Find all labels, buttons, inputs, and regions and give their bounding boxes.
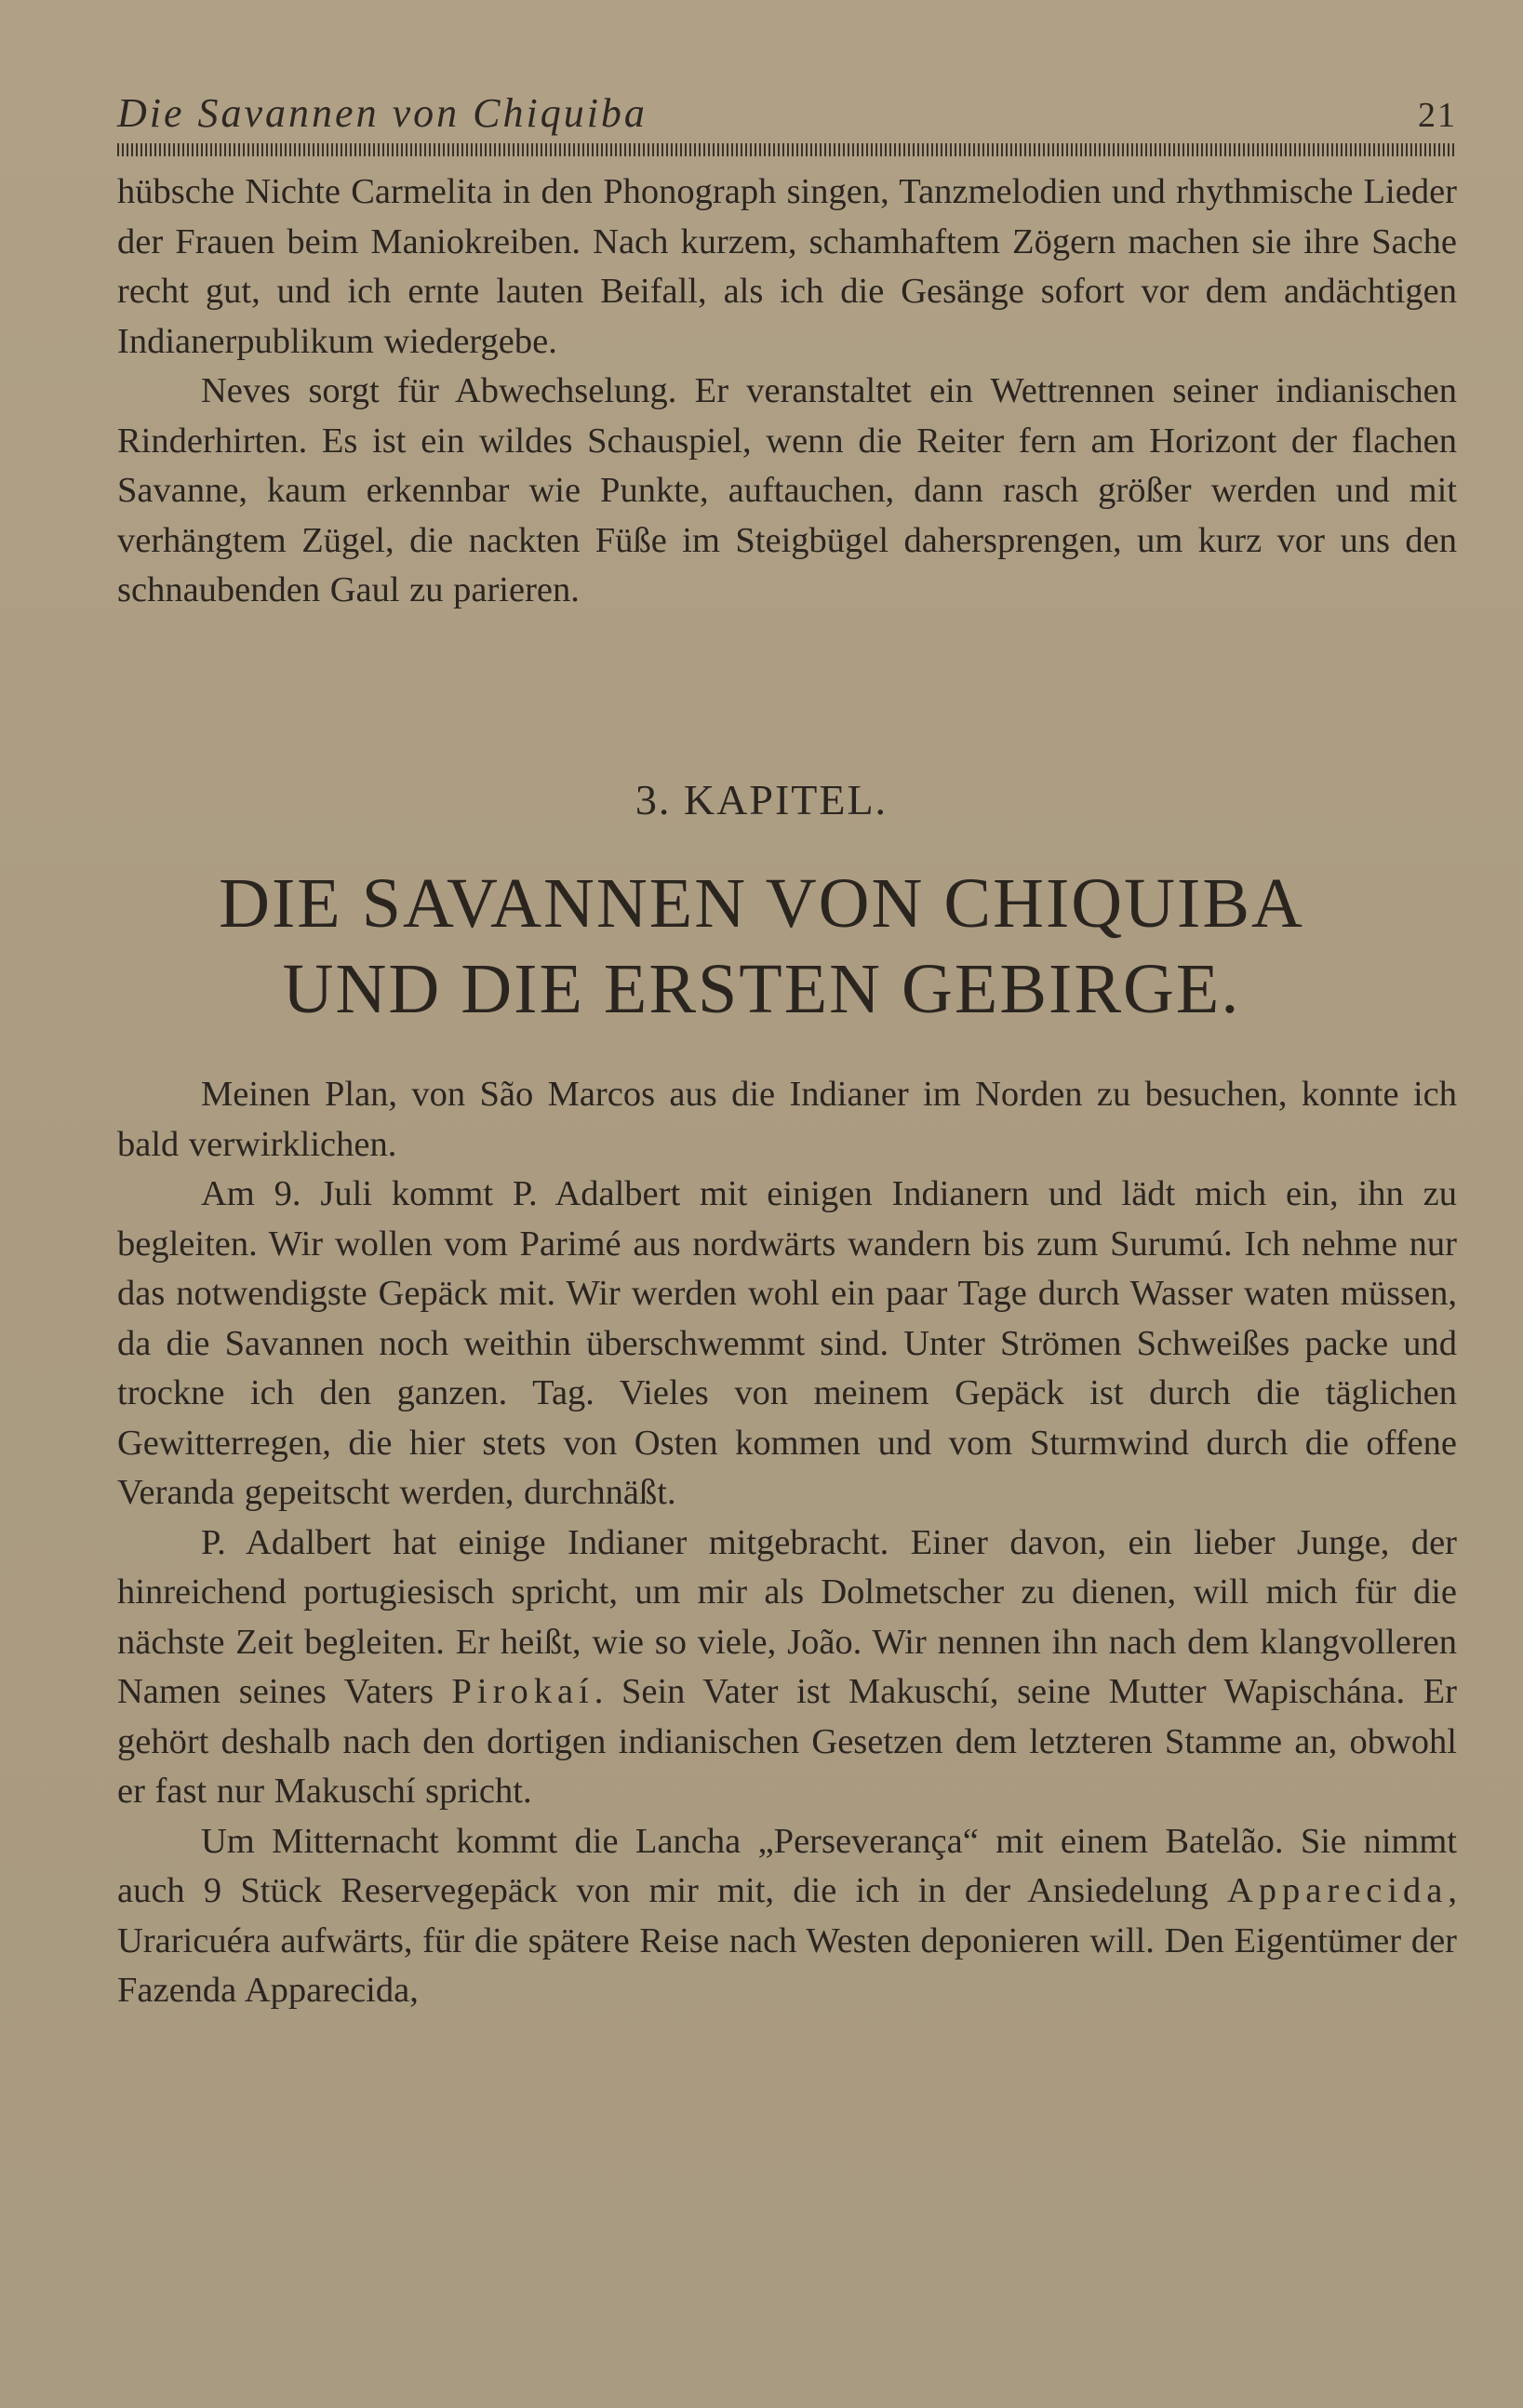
chapter-text [117,1070,1457,2016]
chapter-title [0,861,1523,1032]
spaced-place-name: Apparecida [1226,1871,1449,1910]
header-rule [117,143,1457,156]
paragraph: Neves sorgt für Abwechselung. Er veranstaltet ein Wettrennen seiner indianischen Rinderhirten. Es ist ein wildes Schauspiel, wenn die Reiter fern am Horizont der flachen Savanne, kaum erkennbar wie Punkte, auftauchen, dann rasch größer werden und mit verhängtem Zügel, die nackten Füße im Steigbügel dahersprengen, um kurz vor uns den schnaubenden Gaul zu parieren. [117,371,1457,609]
page-header [117,89,1457,136]
paragraph [117,1817,1457,2016]
running-title: Die Savannen von Chiquiba [117,90,648,136]
paragraph: hübsche Nichte Carmelita in den Phonograph singen, Tanzmelodien und rhythmische Lieder der Frauen beim Maniokreiben. Nach kurzem, schamhaftem Zögern machen sie ihre Sache recht gut, und ich ernte lauten Beifall, als ich die Gesänge sofort vor dem andächtigen Indianerpublikum wiedergebe. [117,172,1457,361]
spaced-name: Pirokaí [451,1672,595,1711]
paragraph-text: Um Mitternacht kommt die Lancha „Perseverança“ mit einem Batelão. Sie nimmt auch 9 Stück Reservegepäck von mir mit, die ich in der Ansiedelung [117,1821,1457,1910]
page-number: 21 [1418,96,1457,135]
paragraph: Meinen Plan, von São Marcos aus die Indianer im Norden zu besuchen, konnte ich bald verwirklichen. [117,1075,1457,1164]
paragraph-text: , Uraricuéra aufwärts, für die spätere Reise nach Westen deponieren will. Den Eigentümer der Fazenda Apparecida, [117,1871,1458,2010]
paragraph-text: P. Adalbert hat einige Indianer mitgebracht. Einer davon, ein lieber Junge, der hinreichend portugiesisch spricht, um mir als Dolmetscher zu dienen, will mich für die nächste Zeit begleiten. Er heißt, wie so viele, João. Wir nennen ihn nach dem klangvolleren Namen seines Vaters [117,1522,1457,1711]
intro-text [117,167,1457,616]
paragraph [117,1518,1457,1817]
chapter-title-line: UND DIE ERSTEN GEBIRGE. [282,950,1241,1028]
chapter-number: 3. KAPITEL. [635,776,888,823]
chapter-title-line: DIE SAVANNEN VON CHIQUIBA [219,864,1304,943]
paragraph: Am 9. Juli kommt P. Adalbert mit einigen Indianern und lädt mich ein, ihn zu begleiten. Wir wollen vom Parimé aus nordwärts wandern bis zum Surumú. Ich nehme nur das notwendigste Gepäck mit. Wir werden wohl ein paar Tage durch Wasser waten müssen, da die Savannen noch weithin überschwemmt sind. Unter Strömen Schweißes packe und trockne ich den ganzen. Tag. Vieles von meinem Gepäck ist durch die täglichen Gewitterregen, die hier stets von Osten kommen und vom Sturmwind durch die offene Veranda gepeitscht werden, durchnäßt. [117,1174,1457,1512]
paragraph-text: . Sein Vater ist Makuschí, seine Mutter Wapischána. Er gehört deshalb nach den dortigen indianischen Gesetzen dem letzteren Stamme an, obwohl er fast nur Makuschí spricht. [117,1672,1457,1811]
